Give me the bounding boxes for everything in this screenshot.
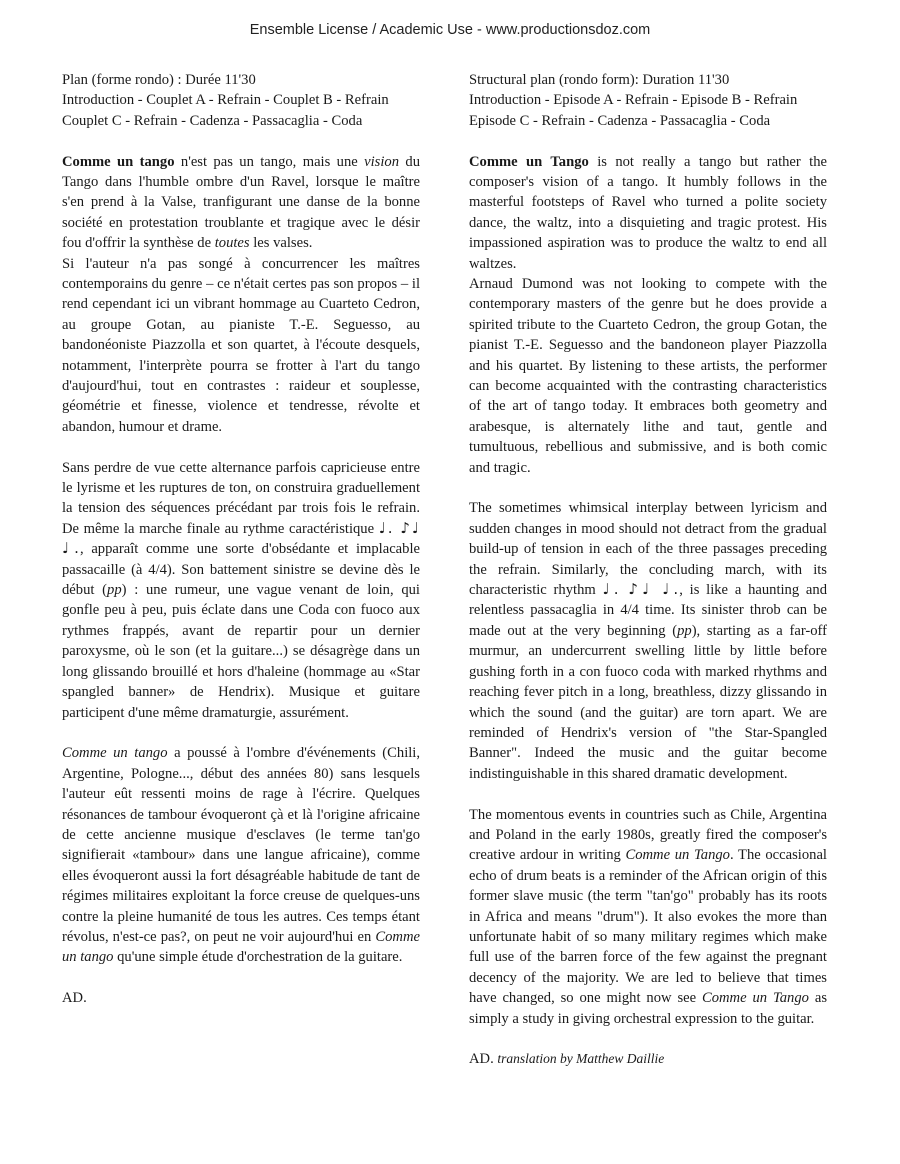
french-signature: AD. — [62, 990, 87, 1007]
work-title: Comme un Tango — [469, 153, 589, 170]
text-run: . The occasional echo of drum beats is a reminder of the African origin of this former slave music (the term "tan'go" probably has its roots in Africa and means "drum"). It also evokes the more than unfortunate habit of so many military regimes which make full use of the barren force of the few against the pregnant decency of the majority. We are led to believe that times have changed, so one might now see — [469, 847, 827, 1007]
text-run: qu'une simple étude d'orchestration de la guitare. — [113, 949, 403, 966]
text-run: n'est pas un tango, mais une — [174, 153, 365, 170]
dynamic-marking: pp — [677, 622, 692, 639]
work-title-italic: Comme un Tango — [625, 847, 730, 864]
english-paragraph-tribute: Arnaud Dumond was not looking to compete with the contemporary masters of the genre but he does provide a spirited tribute to the Cuarteto Cedron, the group Gotan, the pianist T.-E. Seguesso and the bandoneon player Piazzolla and his quartet. By listening to these artists, the performer can become acquainted with the contrasting characteristics of the art of tango today. It embraces both geometry and arabesque, is alternately lithe and taut, gentle and tumultuous, rebellious and submissive, and is both comic and tragic. — [469, 276, 827, 476]
license-header: Ensemble License / Academic Use - www.productionsdoz.com — [249, 22, 651, 38]
text-run: a poussé à l'ombre d'événements (Chili, Argentine, Pologne..., début des années 80) sans lesquels l'auteur eût ressenti moins de rage à l'écrire. Quelques résonances de tambour évoqueront çà et là l'origine africaine de cette ancienne musique d'esclaves (le terme tan'go signifierait «tambour» dans une langue africaine), comme elles évoqueront aussi la fort désagréable habitude de tant de régimes militaires exploitant la force creuse de quelques-uns contre la pleine humanité de tous les autres. Ces temps étant révolus, n'est-ce pas?, on peut ne voir aujourd'hui en — [62, 745, 421, 945]
emphasis: toutes — [214, 235, 250, 252]
text-run: , is like a haunting and relentless passacaglia in 4/4 time. Its sinister throb can be made out at the very beginning ( — [469, 582, 828, 639]
text-run: The momentous events in countries such as Chile, Argentina and Poland in the early 1980s, greatly fired the composer's creative ardour in writing — [469, 806, 827, 864]
text-run: is not really a tango but rather the composer's vision of a tango. It humbly follows in the masterful footsteps of Ravel who turned a polite society dance, the waltz, into a disquieting and tragic protest. His impassioned aspiration was to produce the waltz to end all waltzes. — [469, 153, 827, 272]
signature-initials: AD. — [469, 1051, 494, 1068]
work-title-italic: Comme un Tango — [701, 990, 809, 1007]
text-run: les valses. — [249, 235, 313, 252]
text-run: Sans perdre de vue cette alternance parfois capricieuse entre le lyrisme et les ruptures de ton, on construira graduellement la tension des séquences précédant par trois fois le refrain. De même la marche finale au rythme caractéristique — [62, 459, 420, 537]
emphasis: vision — [364, 153, 400, 170]
french-paragraph-intro — [62, 152, 420, 254]
text-run: ) : une rumeur, une vague venant de loin, qui gonfle peu à peu, puis éclate dans une Coda con fuoco aux rythmes frappés, avant de repartir pour un dernier paroxysme, où le son (et la guitare...) se désagrège dans un long glissando brouillé et hors d'haleine (hommage au «Star spangled banner» de Hendrix). Musique et guitare participent d'une même dramaturgie, assurément. — [62, 582, 420, 721]
text-run: , apparaît comme une sorte d'obsédante et implacable passacaille (à 4/4). Son battement sinistre se devine dès le début ( — [62, 541, 420, 599]
dynamic-marking: pp — [107, 582, 122, 599]
english-column — [469, 70, 827, 1070]
english-structural-plan — [469, 70, 827, 131]
plan-line: Introduction - Episode A - Refrain - Episode B - Refrain — [469, 92, 798, 109]
plan-line: Introduction - Couplet A - Refrain - Couplet B - Refrain — [62, 92, 389, 109]
french-structural-plan — [62, 70, 420, 131]
work-title-italic: Comme un tango — [62, 745, 168, 762]
plan-line: Couplet C - Refrain - Cadenza - Passacaglia - Coda — [62, 112, 363, 129]
text-run: du Tango dans l'humble ombre d'un Ravel, lorsque le maître s'en prend à la Valse, tranfigurant une danse de la bonne société en protestation troublante et tragique avec le désir fou d'offrir la synthèse de — [62, 153, 420, 252]
english-paragraph-rhythm — [469, 498, 827, 784]
plan-line: Structural plan (rondo form): Duration 11'30 — [469, 72, 730, 88]
text-run: as simply a study in giving orchestral expression to the guitar. — [469, 990, 827, 1027]
english-paragraph-intro — [469, 152, 827, 274]
rhythm-notation-icon: ♩. ♪♩ ♩. — [62, 518, 420, 558]
french-paragraph-tribute: Si l'auteur n'a pas songé à concurrencer les maîtres contemporains du genre – ce n'était certes pas son propos – il rend cependant ici un vibrant hommage au Cuarteto Cedron, au groupe Gotan, au pianiste T.-E. Seguesso, au bandonéoniste Piazzolla et son quartet, à l'écoute desquels, notamment, l'interprète pourra se frotter à l'art du tango d'aujourd'hui, tout en contrastes : raideur et souplesse, géométrie et finesse, violence et tendresse, révolte et abandon, humour et drame. — [62, 255, 420, 435]
french-paragraph-history — [62, 743, 420, 967]
plan-line: Episode C - Refrain - Cadenza - Passacaglia - Coda — [469, 112, 771, 129]
plan-line: Plan (forme rondo) : Durée 11'30 — [62, 72, 256, 88]
english-paragraph-history — [469, 805, 827, 1029]
text-run: ), starting as a far-off murmur, an undercurrent swelling little by little before gushing forth in a con fuoco coda with marked rhythms and reaching fever pitch in a long, breathless, dizzy glissando in which the sound (and the guitar) are torn apart. We are reminded of Hendrix's version of "the Star-Spangled Banner". Indeed the music and the guitar become indistinguishable in this shared dramatic development. — [469, 622, 827, 782]
english-signature — [469, 1049, 827, 1069]
french-paragraph-rhythm — [62, 458, 420, 723]
work-title: Comme un tango — [62, 153, 175, 170]
translation-credit: translation by Matthew Daillie — [497, 1051, 665, 1067]
text-run: The sometimes whimsical interplay between lyricism and sudden changes in mood should not detract from the gradual build-up of tension in each of the three passages preceding the refrain. Similarly, the concluding march, with its characteristic rhythm — [469, 500, 827, 599]
french-column — [62, 70, 420, 1009]
work-title-italic: Comme un tango — [62, 928, 420, 966]
rhythm-notation-icon: ♩. ♪♩ ♩. — [602, 580, 680, 599]
